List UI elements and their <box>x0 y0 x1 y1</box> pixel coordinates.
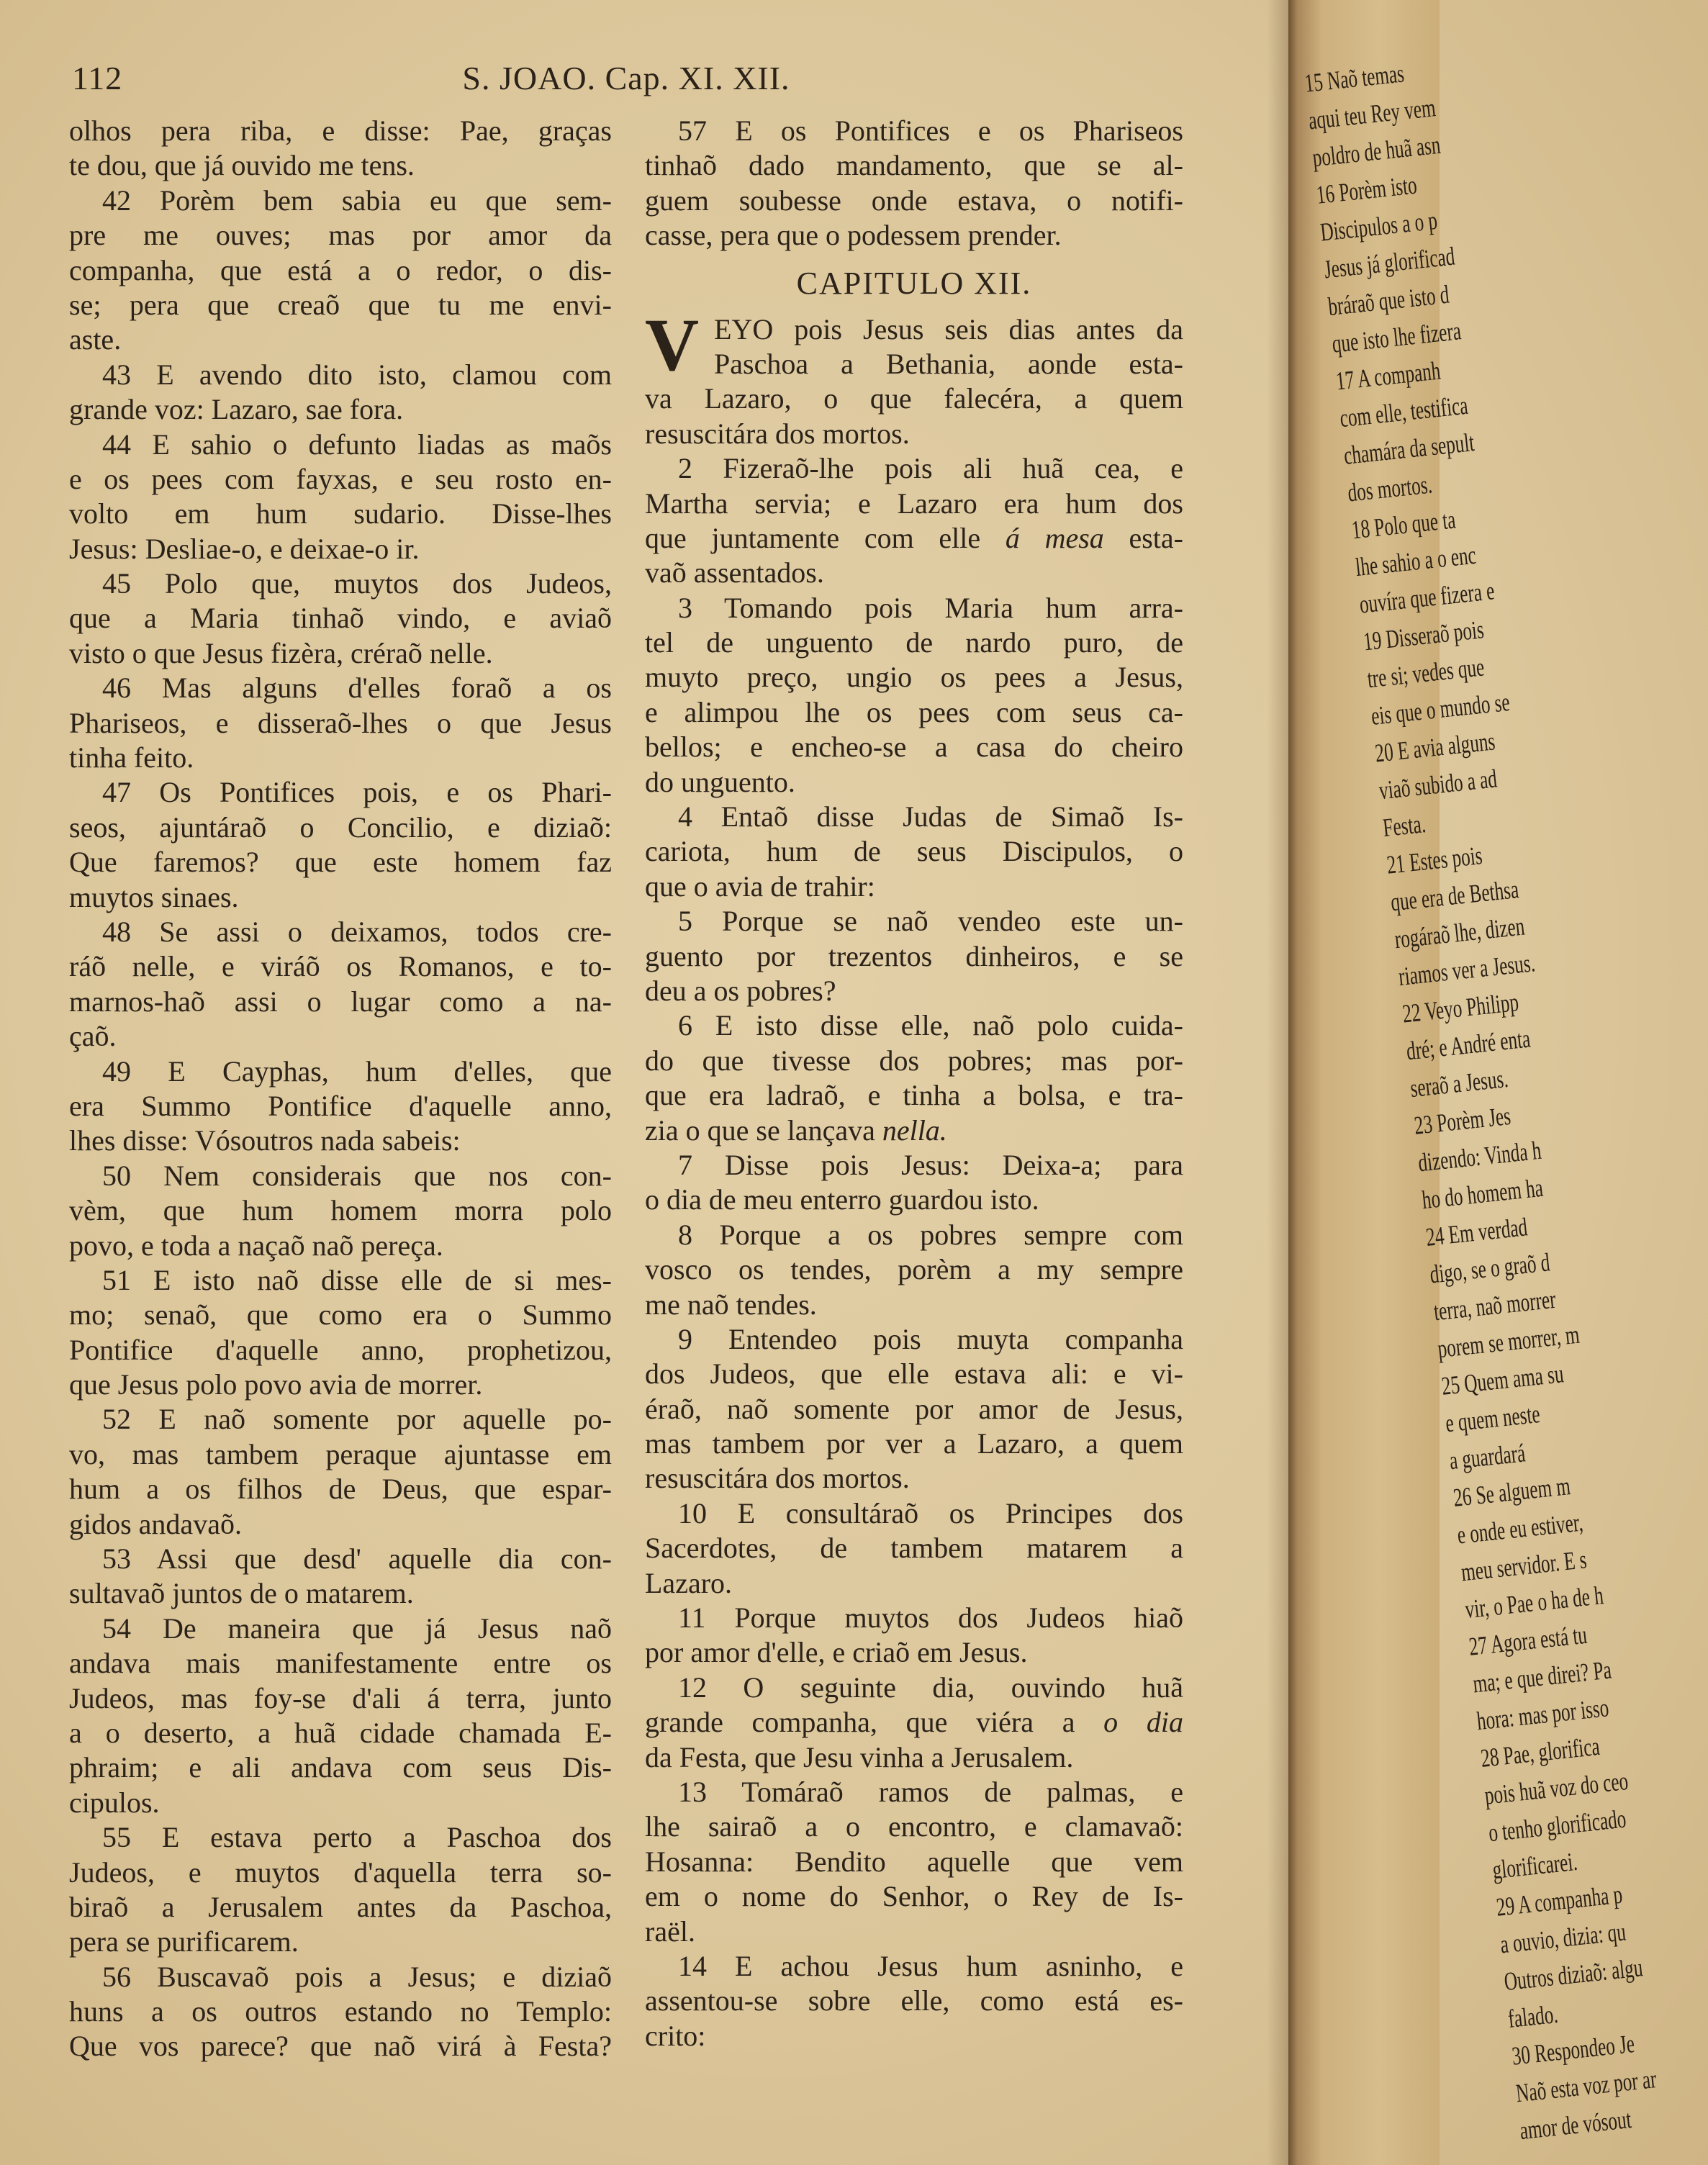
verse-paragraph <box>645 591 1183 800</box>
text-line: guento por trezentos dinheiros, e se <box>645 939 1183 972</box>
text-line: muytos sinaes. <box>69 880 239 913</box>
facing-page-line: tre si; vedes que <box>1365 652 1486 694</box>
text-line <box>645 1705 1183 1740</box>
text-line: Que faremos? que este homem faz <box>69 846 612 879</box>
text-line: 47 Os Pontifices pois, e os Phari- <box>102 776 612 809</box>
facing-page-line: dré; e André enta <box>1404 1023 1532 1066</box>
text-line: da Festa, que Jesu vinha a Jerusalem. <box>645 1740 1074 1773</box>
verse-paragraph <box>645 1601 1183 1671</box>
facing-page-line: hora: mas por isso <box>1475 1693 1611 1736</box>
facing-page-line: 20 E avia alguns <box>1373 726 1496 768</box>
facing-page-line: dos mortos. <box>1346 469 1434 507</box>
verse-paragraph <box>645 1322 1183 1496</box>
left-text-column <box>69 114 612 2064</box>
text-line: cipulos. <box>69 1786 160 1819</box>
text-line: Jesus: Desliae-o, e deixae-o ir. <box>69 532 420 565</box>
facing-page-line: riamos ver a Jesus. <box>1397 948 1537 991</box>
text-line: sultavaõ juntos de o matarem. <box>69 1577 414 1610</box>
text-line: 50 Nem considerais que nos con- <box>102 1159 612 1192</box>
text-line: te dou, que já ouvido me tens. <box>69 149 415 182</box>
text-line: 54 De maneira que já Jesus naõ <box>102 1612 612 1645</box>
text-line: 42 Porèm bem sabia eu que sem- <box>102 184 612 217</box>
text-segment: zia o que se lançava <box>645 1113 882 1147</box>
facing-page-line: glorificarei. <box>1491 1846 1579 1885</box>
facing-page-line: rogáraõ lhe, dizen <box>1393 911 1527 954</box>
verse-paragraph <box>645 1148 1183 1218</box>
facing-page-line: 21 Estes pois <box>1385 841 1484 880</box>
text-line: Judeos, mas foy-se d'ali á terra, junto <box>69 1681 612 1714</box>
facing-page-line: 27 Agora está tu <box>1467 1619 1589 1661</box>
text-line: tinha feito. <box>69 741 194 774</box>
facing-page-line: falado. <box>1506 1999 1560 2033</box>
text-line: deu a os pobres? <box>645 974 836 1007</box>
facing-page-edge <box>1288 0 1658 2165</box>
facing-page-line: 26 Se alguem m <box>1452 1471 1572 1512</box>
text-line <box>645 1113 1183 1148</box>
text-line: 49 E Cayphas, hum d'elles, que <box>102 1054 612 1088</box>
verse-paragraph <box>69 1820 612 1960</box>
text-line: Paschoa a Bethania, aonde esta- <box>714 347 1183 380</box>
facing-page-line: 25 Quem ama su <box>1440 1359 1565 1401</box>
facing-page-line: 28 Pae, glorifica <box>1479 1731 1601 1773</box>
text-line: 57 E os Pontifices e os Phariseos <box>678 114 1183 147</box>
text-line: que a Maria tinhaõ vindo, e aviaõ <box>69 602 612 635</box>
text-line: que era ladraõ, e tinha a bolsa, e tra- <box>645 1079 1183 1112</box>
text-line: a o deserto, a huã cidade chamada E- <box>69 1716 612 1749</box>
verses-before-chapter <box>645 114 1183 253</box>
text-line: bellos; e encheo-se a casa do cheiro <box>645 731 1183 764</box>
text-line: e os pees com fayxas, e seu rosto en- <box>69 462 612 495</box>
text-line: tel de unguento de nardo puro, de <box>645 626 1183 659</box>
italic-text: nella. <box>882 1113 947 1147</box>
text-line: vèm, que hum homem morra polo <box>69 1194 612 1227</box>
text-line: mas tambem por ver a Lazaro, a quem <box>645 1427 1183 1460</box>
text-line: 53 Assi que desd' aquelle dia con- <box>102 1542 612 1576</box>
facing-page-line: ma; e que direi? Pa <box>1471 1655 1613 1699</box>
verse-paragraph <box>645 451 1183 591</box>
text-segment: esta- <box>1103 521 1183 554</box>
text-line: 9 Entendeo pois muyta companha <box>678 1322 1183 1355</box>
text-line: grande voz: Lazaro, sae fora. <box>69 393 404 426</box>
text-line: andava mais manifestamente entre os <box>69 1647 612 1680</box>
facing-page-line: 18 Polo que ta <box>1350 505 1458 545</box>
text-line: era Summo Pontifice d'aquelle anno, <box>69 1089 612 1122</box>
facing-page-line: a guardará <box>1447 1438 1527 1475</box>
text-line: lhe sairaõ a o encontro, e clamavaõ: <box>645 1810 1183 1843</box>
text-line: aste. <box>69 323 122 356</box>
text-line: 56 Buscavaõ pois a Jesus; e diziaõ <box>102 1960 612 1993</box>
text-line: biraõ a Jerusalem antes da Paschoa, <box>69 1890 612 1923</box>
verse-paragraph <box>645 800 1183 904</box>
facing-page-line: e onde eu estiver, <box>1455 1507 1585 1550</box>
verse-paragraph <box>645 1008 1183 1148</box>
facing-page-line: ouvíra que fizera e <box>1357 576 1496 619</box>
text-line: marnos-haõ assi o lugar como a na- <box>69 985 612 1018</box>
text-segment: grande companha, que viéra a <box>645 1706 1104 1739</box>
text-line: 6 E isto disse elle, naõ polo cuida- <box>678 1009 1183 1042</box>
facing-page-line: o tenho glorificado <box>1487 1804 1627 1848</box>
facing-page-line: Naõ esta voz por ar <box>1514 2064 1658 2108</box>
text-line: lhes disse: Vósoutros nada sabeis: <box>69 1124 461 1157</box>
facing-page-line: 22 Veyo Philipp <box>1401 987 1520 1029</box>
verse-paragraph <box>69 1159 612 1263</box>
verse-paragraph <box>69 1612 612 1820</box>
verse-paragraph <box>645 1775 1183 1949</box>
facing-page-line: 17 A companh <box>1334 356 1442 396</box>
facing-page-line: bráraõ que isto d <box>1327 279 1451 322</box>
text-line: 43 E avendo dito isto, clamou com <box>102 358 612 391</box>
verse-paragraph <box>645 1496 1183 1601</box>
text-line: povo, e toda a naçaõ naõ pereça. <box>69 1229 443 1262</box>
text-line: que o avia de trahir: <box>645 869 875 903</box>
verse-paragraph <box>69 775 612 915</box>
text-line: 3 Tomando pois Maria hum arra- <box>678 591 1183 624</box>
text-line <box>645 521 1183 556</box>
text-line: EYO pois Jesus seis dias antes da <box>714 312 1183 345</box>
verse-paragraph <box>645 1218 1183 1322</box>
text-line: me naõ tendes. <box>645 1288 817 1321</box>
text-line: Phariseos, e disseraõ-lhes o que Jesus <box>69 706 612 739</box>
facing-page-line: 23 Porèm Jes <box>1412 1100 1512 1140</box>
text-line: pera se purificarem. <box>69 1925 299 1958</box>
facing-page-line: meu servidor. E s <box>1460 1545 1589 1587</box>
text-line: mo; senaõ, que como era o Summo <box>69 1298 612 1332</box>
text-line: 51 E isto naõ disse elle de si mes- <box>102 1263 612 1296</box>
facing-page-line: 19 Disseraõ pois <box>1362 615 1486 656</box>
text-line: crito: <box>645 2019 706 2052</box>
facing-page-line: Jesus já glorificad <box>1322 241 1456 284</box>
facing-page-line: 24 Em verdad <box>1424 1212 1529 1252</box>
verse-paragraph <box>69 1054 612 1159</box>
facing-page-line: 16 Porèm isto <box>1314 170 1419 209</box>
verse-paragraph <box>645 1671 1183 1775</box>
verse-paragraph <box>69 915 612 1054</box>
facing-page-line: que era de Bethsa <box>1389 874 1520 917</box>
text-segment: que juntamente com elle <box>645 521 1006 554</box>
text-line: 55 E estava perto a Paschoa dos <box>102 1821 612 1854</box>
facing-page-line: aqui teu Rey vem <box>1307 93 1437 135</box>
facing-page-line: terra, naõ morrer <box>1432 1284 1558 1326</box>
text-line: cariota, hum de seus Discipulos, o <box>645 835 1183 868</box>
facing-page-line: a ouvio, dizia: qu <box>1499 1917 1627 1959</box>
page-number: 112 <box>72 60 123 96</box>
facing-page-line: lhe sahio a o enc <box>1354 540 1478 582</box>
text-line: por amor d'elle, e criaõ em Jesus. <box>645 1636 1028 1669</box>
facing-page-line: pois huã voz do ceo <box>1483 1766 1630 1810</box>
text-line: 48 Se assi o deixamos, todos cre- <box>102 915 612 948</box>
drop-cap: V <box>645 303 700 387</box>
facing-page-line: amor de vósout <box>1518 2105 1633 2146</box>
verse-paragraph <box>645 114 1183 253</box>
text-line: em o nome do Senhor, o Rey de Is- <box>645 1880 1183 1913</box>
text-line: éraõ, naõ somente por amor de Jesus, <box>645 1392 1183 1425</box>
facing-page-line: Festa. <box>1381 809 1427 843</box>
verse-paragraph <box>645 1949 1183 2053</box>
verse-paragraph <box>69 671 612 775</box>
text-line: do que tivesse dos pobres; mas por- <box>645 1044 1183 1077</box>
verse-paragraph <box>69 358 612 428</box>
verse-paragraph <box>69 1542 612 1612</box>
facing-page-line: Outros diziaõ: algu <box>1502 1953 1645 1997</box>
text-line: Martha servia; e Lazaro era hum dos <box>645 487 1183 520</box>
text-line: 7 Disse pois Jesus: Deixa-a; para <box>678 1148 1183 1181</box>
text-line: 46 Mas alguns d'elles foraõ a os <box>102 672 612 705</box>
verses-after-chapter <box>645 451 1183 2053</box>
text-line: pre me ouves; mas por amor da <box>69 219 612 252</box>
text-line: ráõ nelle, e viráõ os Romanos, e to- <box>69 950 612 983</box>
text-line: 45 Polo que, muytos dos Judeos, <box>102 567 612 600</box>
facing-page-line: 29 A companha p <box>1494 1879 1624 1922</box>
text-line: 44 E sahio o defunto liadas as maõs <box>102 428 612 461</box>
text-line: volto em hum sudario. Disse-lhes <box>69 497 612 530</box>
facing-page-line: 15 Naõ temas <box>1303 58 1406 98</box>
text-line: 14 E achou Jesus hum asninho, e <box>678 1949 1183 1982</box>
text-line: vo, mas tambem peraque ajuntasse em <box>69 1437 612 1470</box>
text-line: Judeos, e muytos d'aquella terra so- <box>69 1856 612 1889</box>
verse-paragraph <box>645 904 1183 1008</box>
text-line: Hosanna: Bendito aquelle que vem <box>645 1845 1183 1878</box>
facing-page-line: viaõ subido a ad <box>1377 764 1499 805</box>
facing-page-line: chamára da sepult <box>1342 428 1476 470</box>
text-line: vaõ assentados. <box>645 556 824 589</box>
verse-paragraph <box>69 114 612 184</box>
text-line: visto o que Jesus fizèra, créraõ nelle. <box>69 636 493 669</box>
facing-page-line: ho do homem ha <box>1420 1172 1545 1215</box>
chapter-opening-paragraph <box>645 303 1183 452</box>
text-line: casse, pera que o podessem prender. <box>645 219 1062 252</box>
text-line: resuscitára dos mortos. <box>645 417 910 450</box>
text-line: va Lazaro, o que falecéra, a quem <box>645 382 1183 415</box>
facing-page-text <box>1303 45 1708 2149</box>
text-line: 13 Tomáraõ ramos de palmas, e <box>678 1775 1183 1808</box>
facing-page-line: Discipulos a o p <box>1319 205 1439 247</box>
text-line: Que vos parece? que naõ virá à Festa? <box>69 2030 612 2063</box>
verse-paragraph <box>69 428 612 567</box>
facing-page-line: digo, se o graõ d <box>1428 1247 1552 1289</box>
running-head: S. JOAO. Cap. XI. XII. <box>462 60 790 96</box>
text-line: olhos pera riba, e disse: Pae, graças <box>69 114 612 147</box>
verse-paragraph <box>69 184 612 358</box>
text-line: se; pera que creaõ que tu me envi- <box>69 288 612 321</box>
text-line: resuscitára dos mortos. <box>645 1462 910 1495</box>
verse-paragraph <box>69 1960 612 2064</box>
text-line: 10 E consultáraõ os Principes dos <box>678 1496 1183 1529</box>
italic-text: o dia <box>1103 1706 1183 1739</box>
text-line: raël. <box>645 1915 695 1948</box>
verse-paragraph <box>69 1263 612 1403</box>
text-line: Sacerdotes, de tambem matarem a <box>645 1532 1183 1565</box>
text-line: Pontifice d'aquelle anno, prophetizou, <box>69 1333 612 1366</box>
text-line: companha, que está a o redor, o dis- <box>69 253 612 286</box>
verse-paragraph <box>69 1402 612 1542</box>
facing-page-line: com elle, testifica <box>1338 390 1470 433</box>
text-line: 8 Porque a os pobres sempre com <box>678 1218 1183 1251</box>
text-line: do unguento. <box>645 765 795 798</box>
text-line: 12 O seguinte dia, ouvindo huã <box>678 1671 1183 1704</box>
text-line: 2 Fizeraõ-lhe pois ali huã cea, e <box>678 452 1183 485</box>
text-line: muyto preço, ungio os pees a Jesus, <box>645 661 1183 694</box>
text-line: hum a os filhos de Deus, que espar- <box>69 1473 612 1506</box>
text-line: çaõ. <box>69 1020 117 1053</box>
text-line: phraim; e ali andava com seus Dis- <box>69 1751 612 1784</box>
facing-page-line: que isto lhe fizera <box>1330 316 1463 358</box>
text-line: vosco os tendes, porèm a my sempre <box>645 1253 1183 1286</box>
text-line: 11 Porque muytos dos Judeos hiaõ <box>678 1601 1183 1635</box>
right-text-column <box>645 114 1183 2053</box>
facing-page-line: 30 Respondeo Je <box>1510 2029 1636 2071</box>
facing-page-line: vir, o Pae o ha de h <box>1463 1581 1605 1624</box>
facing-page-line: poldro de huã asn <box>1311 130 1442 173</box>
facing-page-line: eis que o mundo se <box>1370 687 1512 731</box>
text-line: gidos andavaõ. <box>69 1507 242 1540</box>
facing-page-line: e quem neste <box>1444 1398 1542 1438</box>
text-line: e alimpou lhe os pees com seus ca- <box>645 695 1183 728</box>
text-line: guem soubesse onde estava, o notifi- <box>645 184 1183 217</box>
chapter-heading: CAPITULO XII. <box>796 265 1032 301</box>
text-line: assentou-se sobre elle, como está es- <box>645 1984 1183 2017</box>
text-line: 4 Entaõ disse Judas de Simaõ Is- <box>678 800 1183 833</box>
text-line: dos Judeos, que elle estava ali: e vi- <box>645 1357 1183 1391</box>
facing-page-line: seraõ a Jesus. <box>1409 1064 1510 1103</box>
text-line: 5 Porque se naõ vendeo este un- <box>678 905 1183 938</box>
facing-page-line: porem se morrer, m <box>1436 1319 1581 1364</box>
facing-page-line: dizendo: Vinda h <box>1416 1135 1543 1178</box>
text-line: o dia de meu enterro guardou isto. <box>645 1183 1039 1216</box>
text-line: huns a os outros estando no Templo: <box>69 1995 612 2028</box>
text-line: seos, ajuntáraõ o Concilio, e diziaõ: <box>69 810 612 844</box>
italic-text: á mesa <box>1005 521 1104 554</box>
text-line: 52 E naõ somente por aquelle po- <box>102 1403 612 1436</box>
text-line: que Jesus polo povo avia de morrer. <box>69 1368 483 1401</box>
text-line: Lazaro. <box>645 1566 733 1599</box>
text-line: tinhaõ dado mandamento, que se al- <box>645 149 1183 182</box>
verse-paragraph <box>69 566 612 671</box>
